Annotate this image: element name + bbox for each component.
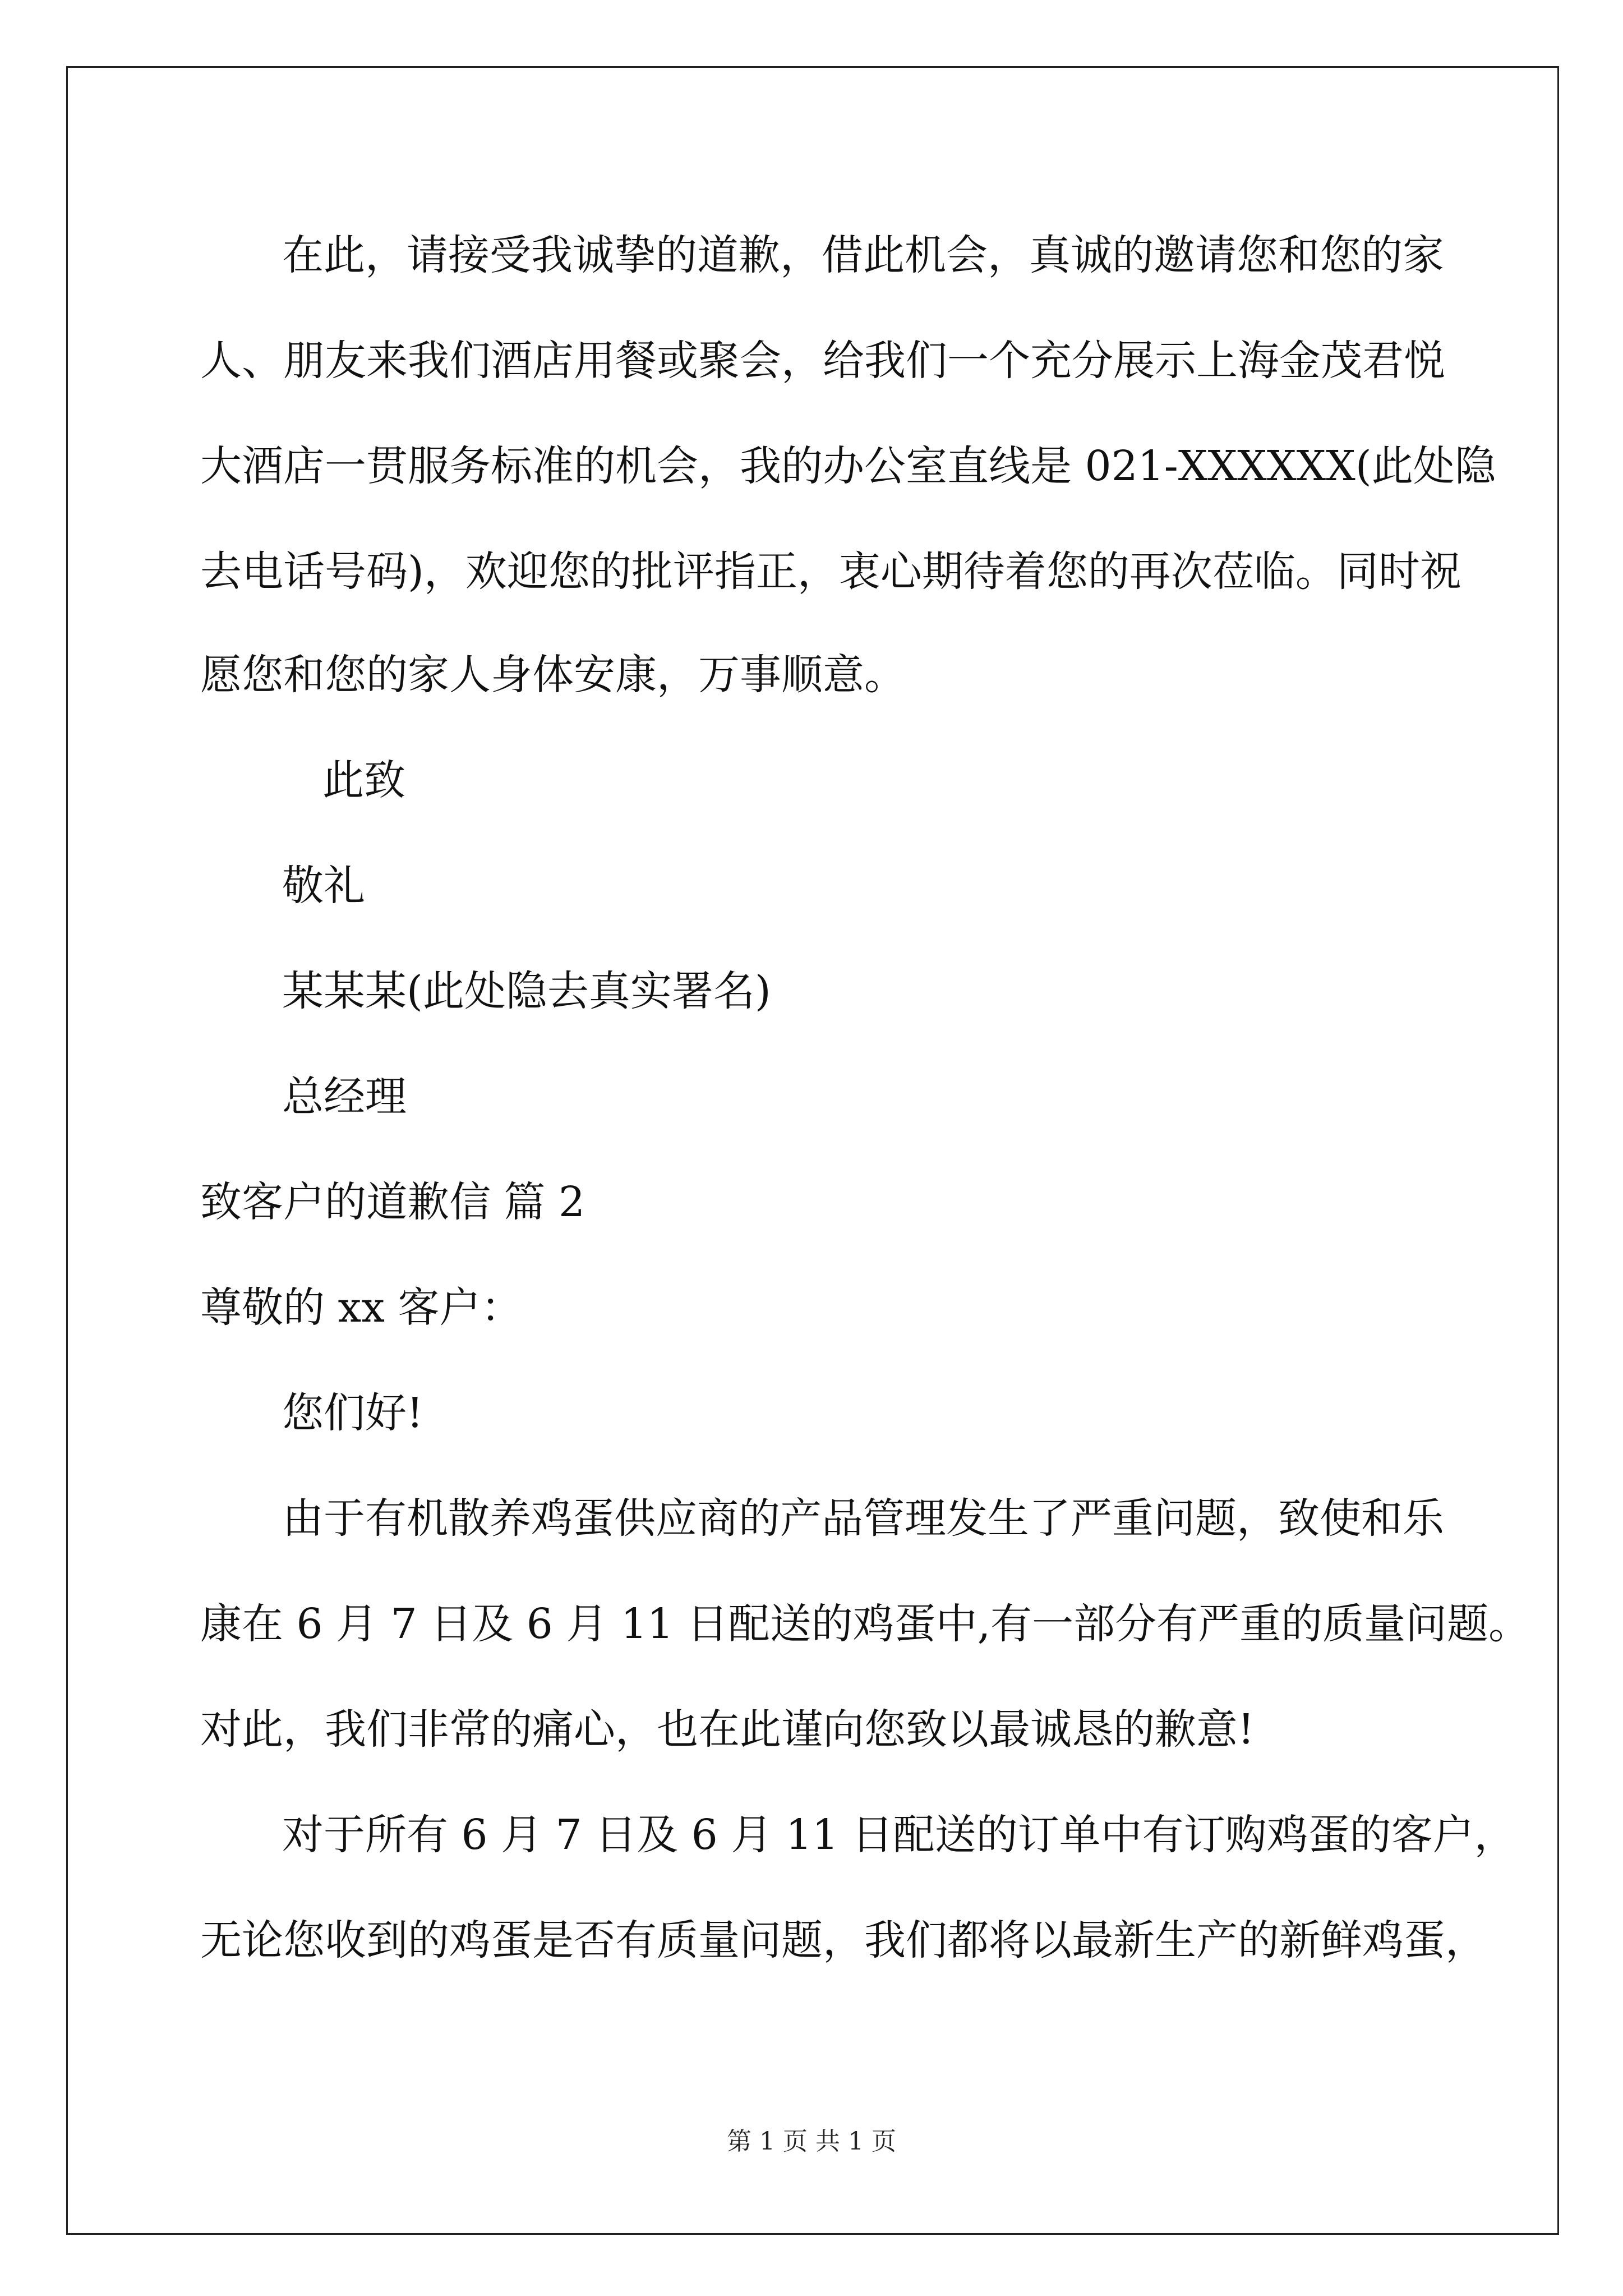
paragraph-line: 对此，我们非常的痛心，也在此谨向您致以最诚恳的歉意! bbox=[200, 1705, 1255, 1754]
paragraph-line: 由于有机散养鸡蛋供应商的产品管理发生了严重问题，致使和乐 bbox=[282, 1494, 1444, 1543]
signature-title: 总经理 bbox=[282, 1073, 407, 1121]
paragraph-line: 对于所有 6 月 7 日及 6 月 11 日配送的订单中有订购鸡蛋的客户， bbox=[282, 1811, 1516, 1859]
page-number: 第 1 页 共 1 页 bbox=[727, 2127, 896, 2156]
paragraph-line: 在此，请接受我诚挚的道歉，借此机会，真诚的邀请您和您的家 bbox=[282, 231, 1444, 279]
paragraph-line: 大酒店一贯服务标准的机会，我的办公室直线是 021-XXXXXX(此处隐 bbox=[200, 442, 1496, 490]
paragraph-line: 去电话号码)，欢迎您的批评指正，衷心期待着您的再次莅临。同时祝 bbox=[200, 547, 1461, 596]
signature-name: 某某某(此处隐去真实署名) bbox=[282, 967, 771, 1015]
paragraph-line: 无论您收到的鸡蛋是否有质量问题，我们都将以最新生产的新鲜鸡蛋， bbox=[200, 1916, 1487, 1964]
letter-greeting: 尊敬的 xx 客户： bbox=[200, 1283, 523, 1332]
letter-opening: 您们好! bbox=[282, 1389, 423, 1437]
closing-salutation: 此致 bbox=[322, 756, 405, 804]
paragraph-line: 愿您和您的家人身体安康，万事顺意。 bbox=[200, 651, 906, 699]
paragraph-line: 康在 6 月 7 日及 6 月 11 日配送的鸡蛋中,有一部分有严重的质量问题。 bbox=[200, 1600, 1530, 1648]
paragraph-line: 人、朋友来我们酒店用餐或聚会，给我们一个充分展示上海金茂君悦 bbox=[200, 337, 1445, 385]
closing-regards: 敬礼 bbox=[282, 862, 365, 910]
page-border bbox=[66, 66, 1559, 2235]
section-heading: 致客户的道歉信 篇 2 bbox=[200, 1178, 585, 1226]
